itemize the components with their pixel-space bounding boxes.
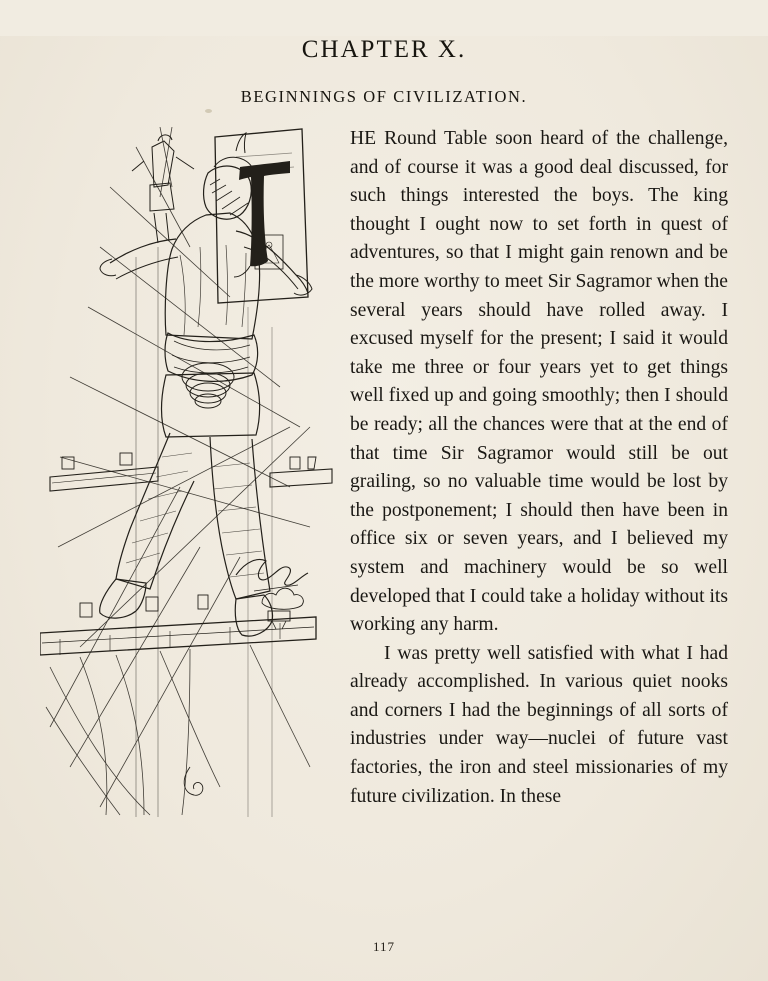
- sign-board: [215, 129, 308, 303]
- illustration-svg: [40, 127, 340, 817]
- page-number: 117: [372, 939, 396, 954]
- page-content: [40, 125, 728, 811]
- page-title: CHAPTER X.: [301, 36, 467, 63]
- paragraph-1: HE Round Table soon heard of the challenge, and of course it was a good deal discussed, for such things interested the boys. The king thought I ought now to set forth in quest of adventures, so that I might gain renown and be the more worthy to meet Sir Sagramor when the several years should have rolled away. I excused myself for the present; I said it would take me three or four years yet to get things well fixed up and going smoothly; then I should be ready; all the chances were that at the end of that time Sir Sagramor would still be out grailing, so no valuable time would be lost by the postponement; I should then have been in office six or seven years, and I believed my system and machinery would be so well developed that I could take a holiday without its working any harm.: [350, 128, 728, 636]
- chapter-illustration: [40, 127, 340, 807]
- paper-speck: [205, 109, 212, 113]
- chapter-subtitle: BEGINNINGS OF CIVILIZATION.: [240, 87, 528, 106]
- lower-rigging: [46, 645, 310, 815]
- paragraph-2: I was pretty well satisfied with what I had already accomplished. In various quiet nooks and corners I had the beginnings of all sorts of industries under way—nuclei of future vast factories, the iron and steel missionaries of my future civilization. In these: [350, 642, 728, 807]
- upper-plank-right: [270, 457, 332, 487]
- book-page: [0, 36, 768, 981]
- top-figure: [132, 135, 194, 243]
